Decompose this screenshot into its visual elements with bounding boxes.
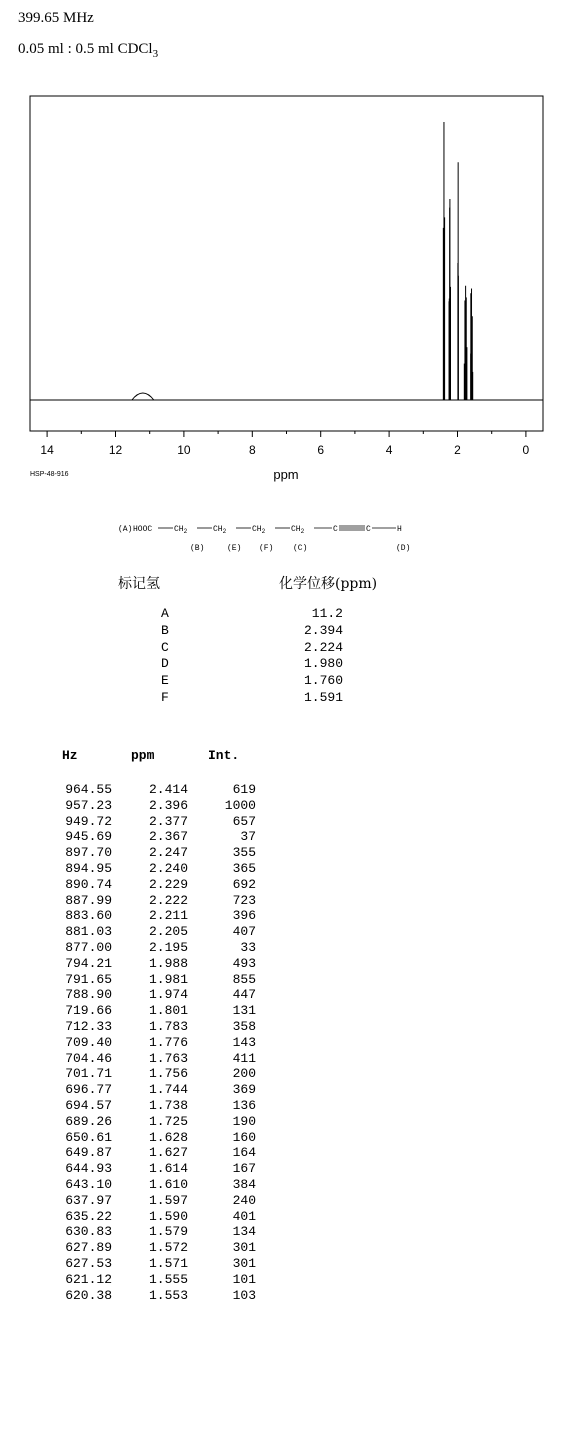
peak-int: 240 xyxy=(232,1192,256,1208)
peak-int: 411 xyxy=(232,1050,256,1066)
assign-label: B xyxy=(161,622,169,638)
peak-int: 134 xyxy=(232,1224,256,1240)
peak-ppm: 1.555 xyxy=(148,1271,188,1287)
atom-c1: C xyxy=(333,525,338,534)
peak-ppm: 1.628 xyxy=(148,1129,188,1145)
peak-row xyxy=(0,1193,300,1209)
peak-hz: 650.61 xyxy=(65,1129,112,1145)
peak-int: 103 xyxy=(232,1287,256,1303)
peak-rows xyxy=(0,782,300,1303)
peak-row xyxy=(0,1272,300,1288)
peak-hz: 649.87 xyxy=(65,1145,112,1161)
peak-ppm: 1.776 xyxy=(148,1034,188,1050)
group-ch2-e: $CH_2$ xyxy=(213,525,227,535)
peak-row xyxy=(0,814,300,830)
peak-hz: 964.55 xyxy=(65,782,112,797)
peak-row xyxy=(0,782,300,798)
peak-row xyxy=(0,1224,300,1240)
peak-ppm: 1.738 xyxy=(148,1097,188,1113)
atom-h: H xyxy=(397,525,402,534)
peak-hz: 949.72 xyxy=(65,813,112,829)
label-d: (D) xyxy=(396,544,411,553)
peak-hz: 877.00 xyxy=(65,939,112,955)
peak-header-ppm: ppm xyxy=(131,748,155,763)
peak-row xyxy=(0,1003,300,1019)
peak-hz: 719.66 xyxy=(65,1003,112,1019)
peak-row xyxy=(0,861,300,877)
peak-hz: 704.46 xyxy=(65,1050,112,1066)
peak-int: 355 xyxy=(232,845,256,861)
peak-ppm: 2.195 xyxy=(148,939,188,955)
peak-ppm: 2.240 xyxy=(148,860,188,876)
peak-int: 447 xyxy=(232,987,256,1003)
peak-int: 657 xyxy=(232,813,256,829)
peak-ppm: 2.414 xyxy=(148,782,188,797)
spectrum-code: HSP-48-916 xyxy=(30,471,69,478)
peak-hz: 689.26 xyxy=(65,1113,112,1129)
group-hooc: HOOC xyxy=(133,525,153,534)
peak-row xyxy=(0,1051,300,1067)
peak-ppm: 1.756 xyxy=(148,1066,188,1082)
peak-ppm: 1.725 xyxy=(148,1113,188,1129)
peak-int: 358 xyxy=(232,1018,256,1034)
assign-header-label: 标记氢 xyxy=(118,576,160,592)
group-ch2-b: $CH_2$ xyxy=(174,525,188,535)
peak-ppm: 1.572 xyxy=(148,1240,188,1256)
assign-ppm: 1.760 xyxy=(303,673,343,689)
peak-int: 101 xyxy=(232,1271,256,1287)
peak-hz: 627.53 xyxy=(65,1255,112,1271)
peak-hz: 897.70 xyxy=(65,845,112,861)
assign-label: D xyxy=(161,656,169,672)
peak-int: 190 xyxy=(232,1113,256,1129)
peak-hz: 945.69 xyxy=(65,829,112,845)
peak-hz: 643.10 xyxy=(65,1176,112,1192)
x-tick-label: 10 xyxy=(177,443,191,457)
assign-label: C xyxy=(161,639,169,655)
peak-int: 723 xyxy=(232,892,256,908)
peak-int: 136 xyxy=(232,1097,256,1113)
peak-hz: 694.57 xyxy=(65,1097,112,1113)
group-ch2-c: $CH_2$ xyxy=(291,525,305,535)
solvent-subscript: 3 xyxy=(152,48,159,60)
assign-ppm: 1.980 xyxy=(303,656,343,672)
assign-label: E xyxy=(161,673,169,689)
x-axis-label: ppm xyxy=(273,467,299,482)
peak-row xyxy=(0,940,300,956)
peak-row xyxy=(0,877,300,893)
peak-ppm: 1.988 xyxy=(148,955,188,971)
peak-hz: 635.22 xyxy=(65,1208,112,1224)
assign-label: A xyxy=(161,606,169,621)
peak-hz: 712.33 xyxy=(65,1018,112,1034)
peak-hz: 630.83 xyxy=(65,1224,112,1240)
assign-ppm: 11.2 xyxy=(311,606,343,621)
peak-int: 365 xyxy=(232,860,256,876)
peak-row xyxy=(0,1130,300,1146)
peak-hz: 894.95 xyxy=(65,860,112,876)
label-e: (E) xyxy=(227,544,242,553)
peak-int: 143 xyxy=(232,1034,256,1050)
peak-row xyxy=(0,1035,300,1051)
group-ch2-f: $CH_2$ xyxy=(252,525,266,535)
peak-int: 619 xyxy=(232,782,256,797)
peak-hz: 627.89 xyxy=(65,1240,112,1256)
peak-int: 396 xyxy=(232,908,256,924)
x-tick-label: 0 xyxy=(522,443,530,457)
assign-ppm: 2.224 xyxy=(303,639,343,655)
peak-header-hz: Hz xyxy=(62,748,78,763)
peak-int: 164 xyxy=(232,1145,256,1161)
peak-hz: 788.90 xyxy=(65,987,112,1003)
peak-int: 692 xyxy=(232,876,256,892)
peak-ppm: 2.367 xyxy=(148,829,188,845)
peak-row xyxy=(0,1145,300,1161)
peak-int: 493 xyxy=(232,955,256,971)
peak-ppm: 1.763 xyxy=(148,1050,188,1066)
peak-hz: 887.99 xyxy=(65,892,112,908)
peak-hz: 957.23 xyxy=(65,797,112,813)
x-tick-label: 8 xyxy=(248,443,256,457)
peak-row xyxy=(0,1288,300,1304)
peak-hz: 709.40 xyxy=(65,1034,112,1050)
x-tick-label: 6 xyxy=(317,443,325,457)
peak-row xyxy=(0,1019,300,1035)
assign-ppm: 1.591 xyxy=(303,689,343,705)
peak-row xyxy=(0,1114,300,1130)
peak-row xyxy=(0,1161,300,1177)
peak-row xyxy=(0,908,300,924)
x-tick-label: 12 xyxy=(108,443,123,457)
peak-int: 301 xyxy=(232,1255,256,1271)
peak-ppm: 2.396 xyxy=(148,797,188,813)
peak-row xyxy=(0,1209,300,1225)
peak-hz: 637.97 xyxy=(65,1192,112,1208)
x-tick-label: 4 xyxy=(385,443,393,457)
peak-int: 160 xyxy=(232,1129,256,1145)
peak-ppm: 1.627 xyxy=(148,1145,188,1161)
peak-row xyxy=(0,924,300,940)
peak-row xyxy=(0,1177,300,1193)
assign-label: F xyxy=(161,689,169,705)
peak-hz: 621.12 xyxy=(65,1271,112,1287)
peak-int: 200 xyxy=(232,1066,256,1082)
peak-row xyxy=(0,829,300,845)
peak-ppm: 1.553 xyxy=(148,1287,188,1303)
peak-int: 301 xyxy=(232,1240,256,1256)
peak-hz: 696.77 xyxy=(65,1082,112,1098)
peak-hz: 791.65 xyxy=(65,971,112,987)
peak-hz: 620.38 xyxy=(65,1287,112,1303)
peak-row xyxy=(0,845,300,861)
peak-header-int: Int. xyxy=(208,748,240,763)
peak-int: 384 xyxy=(232,1176,256,1192)
peak-ppm: 1.974 xyxy=(148,987,188,1003)
peak-hz: 644.93 xyxy=(65,1161,112,1177)
peak-ppm: 2.222 xyxy=(148,892,188,908)
peak-row xyxy=(0,1082,300,1098)
peak-hz: 890.74 xyxy=(65,876,112,892)
peak-int: 37 xyxy=(240,829,256,845)
label-f: (F) xyxy=(259,544,274,553)
peak-row xyxy=(0,987,300,1003)
peak-ppm: 1.579 xyxy=(148,1224,188,1240)
peak-row xyxy=(0,1066,300,1082)
peak-row xyxy=(0,972,300,988)
peak-ppm: 2.377 xyxy=(148,813,188,829)
peak-int: 33 xyxy=(240,939,256,955)
atom-c2: C xyxy=(366,525,371,534)
peak-ppm: 1.590 xyxy=(148,1208,188,1224)
peak-ppm: 1.571 xyxy=(148,1255,188,1271)
assign-ppm: 2.394 xyxy=(303,622,343,638)
x-tick-label: 14 xyxy=(40,443,54,457)
peak-hz: 881.03 xyxy=(65,924,112,940)
peak-int: 1000 xyxy=(224,797,256,813)
peak-row xyxy=(0,1256,300,1272)
peak-int: 407 xyxy=(232,924,256,940)
peak-row xyxy=(0,893,300,909)
peak-ppm: 2.205 xyxy=(148,924,188,940)
label-b: (B) xyxy=(190,544,205,553)
peak-ppm: 1.610 xyxy=(148,1176,188,1192)
peak-ppm: 1.801 xyxy=(148,1003,188,1019)
peak-hz: 883.60 xyxy=(65,908,112,924)
spectrometer-frequency: 399.65 MHz xyxy=(18,10,94,26)
x-tick-label: 2 xyxy=(454,443,461,457)
peak-row xyxy=(0,956,300,972)
peak-ppm: 2.211 xyxy=(148,908,188,924)
label-a: (A) xyxy=(118,525,133,534)
peak-ppm: 1.597 xyxy=(148,1192,188,1208)
peak-int: 855 xyxy=(232,971,256,987)
peak-int: 401 xyxy=(232,1208,256,1224)
peak-ppm: 2.229 xyxy=(148,876,188,892)
assign-header-shift: 化学位移(ppm) xyxy=(279,576,378,592)
peak-int: 131 xyxy=(232,1003,256,1019)
peak-row xyxy=(0,1240,300,1256)
peak-int: 167 xyxy=(232,1161,256,1177)
peak-ppm: 1.783 xyxy=(148,1018,188,1034)
peak-int: 369 xyxy=(232,1082,256,1098)
peak-hz: 794.21 xyxy=(65,955,112,971)
peak-row xyxy=(0,798,300,814)
structure-formula xyxy=(0,0,570,560)
peak-row xyxy=(0,1098,300,1114)
solvent-text: 0.05 ml : 0.5 ml CDCl xyxy=(18,41,153,57)
peak-ppm: 2.247 xyxy=(148,845,188,861)
peak-ppm: 1.744 xyxy=(148,1082,188,1098)
label-c: (C) xyxy=(293,544,308,553)
peak-ppm: 1.981 xyxy=(148,971,188,987)
peak-ppm: 1.614 xyxy=(148,1161,188,1177)
peak-hz: 701.71 xyxy=(65,1066,112,1082)
